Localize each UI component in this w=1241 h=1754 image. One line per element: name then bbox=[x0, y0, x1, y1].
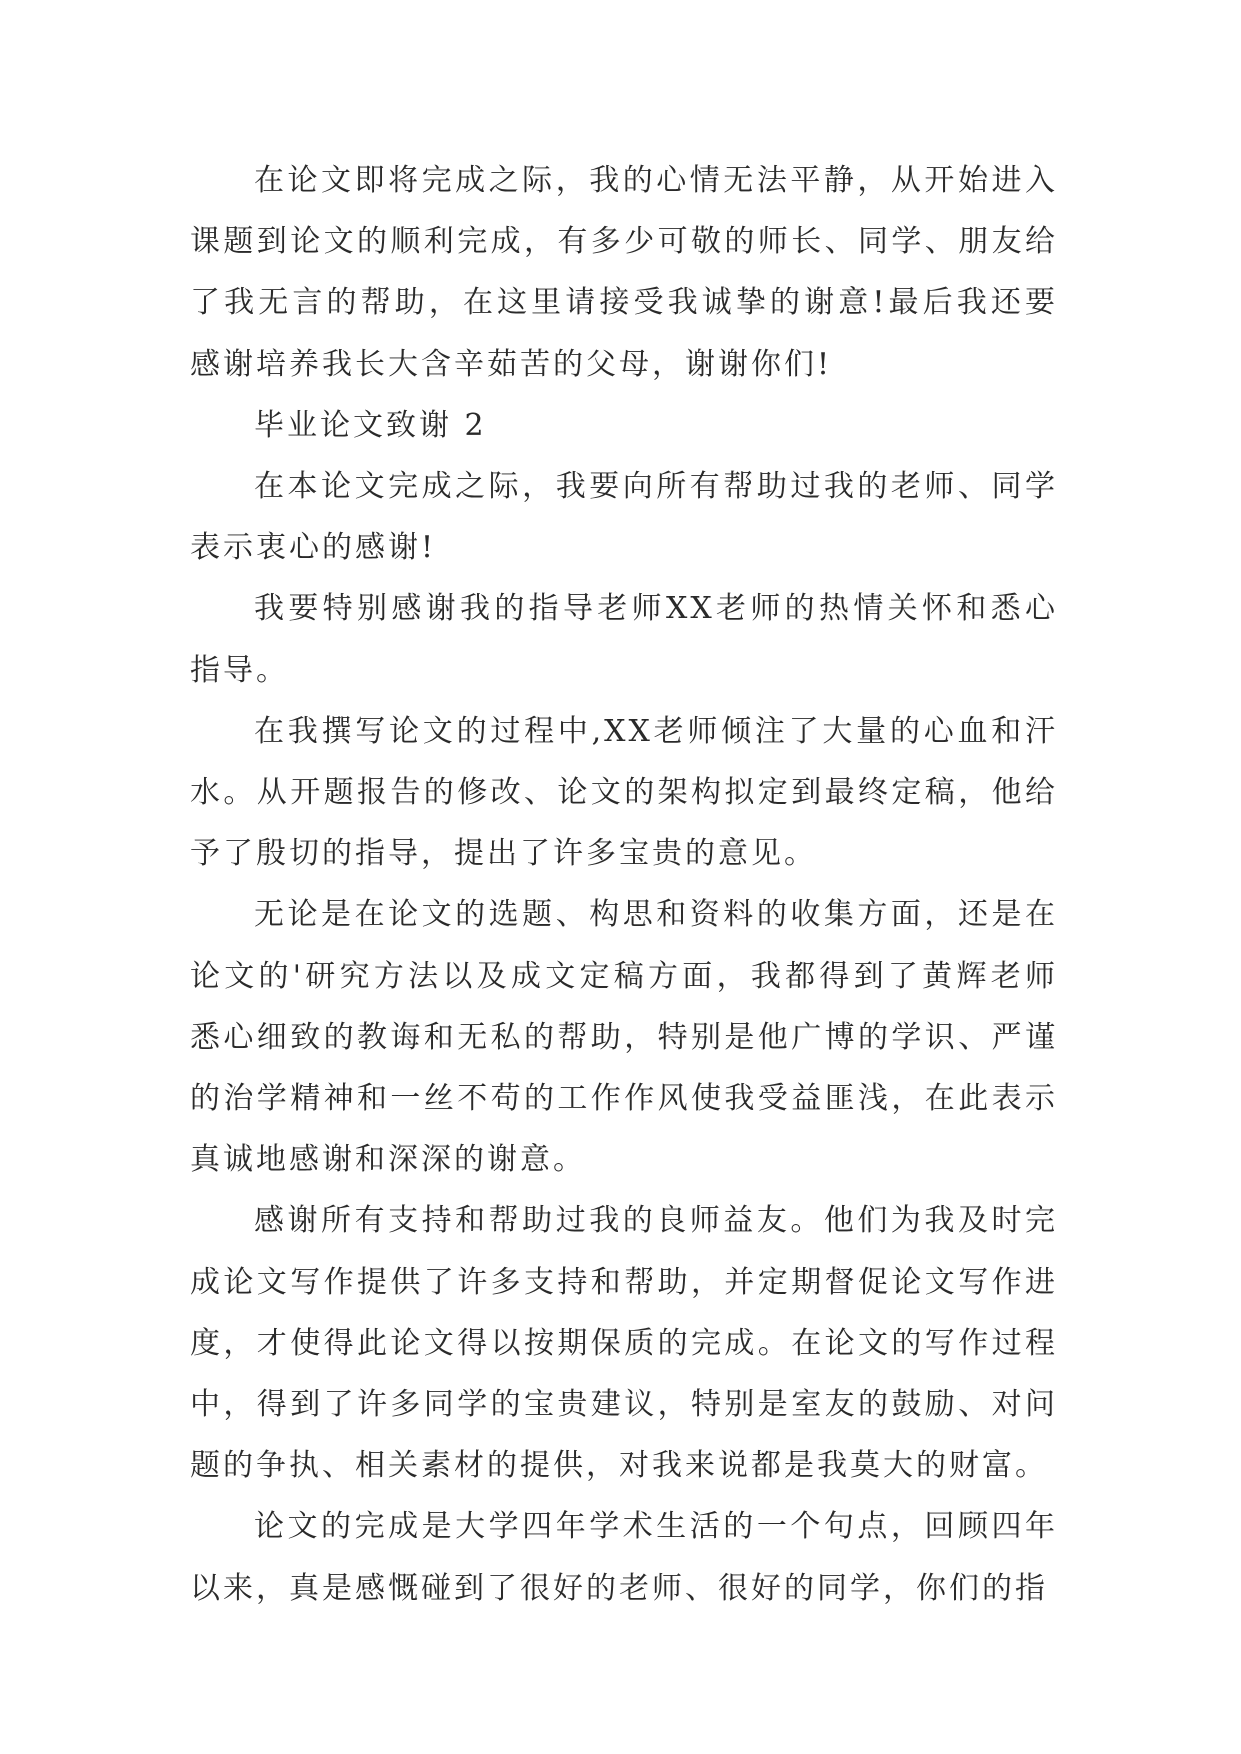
paragraph-writing-process: 在我撰写论文的过程中,XX老师倾注了大量的心血和汗水。从开题报告的修改、论文的架构拟定到最终定稿，他给予了殷切的指导，提出了许多宝贵的意见。 bbox=[190, 713, 1058, 872]
paragraph-reflection: 论文的完成是大学四年学术生活的一个句点，回顾四年以来，真是感慨碰到了很好的老师、很好的同学，你们的指 bbox=[190, 1509, 1058, 1606]
document-page bbox=[190, 150, 1058, 1619]
paragraph-guidance: 无论是在论文的选题、构思和资料的收集方面，还是在论文的'研究方法以及成文定稿方面，我都得到了黄辉老师悉心细致的教诲和无私的帮助，特别是他广博的学识、严谨的治学精神和一丝不苟的工作作风使我受益匪浅，在此表示真诚地感谢和深深的谢意。 bbox=[190, 897, 1058, 1178]
paragraph-closing-thanks: 在论文即将完成之际，我的心情无法平静，从开始进入课题到论文的顺利完成，有多少可敬的师长、同学、朋友给了我无言的帮助，在这里请接受我诚挚的谢意!最后我还要感谢培养我长大含辛茹苦的父母，谢谢你们! bbox=[190, 163, 1058, 382]
paragraph-intro: 在本论文完成之际，我要向所有帮助过我的老师、同学表示衷心的感谢! bbox=[190, 469, 1058, 566]
paragraph-advisor: 我要特别感谢我的指导老师XX老师的热情关怀和悉心指导。 bbox=[190, 591, 1058, 688]
paragraph-friends: 感谢所有支持和帮助过我的良师益友。他们为我及时完成论文写作提供了许多支持和帮助，并定期督促论文写作进度，才使得此论文得以按期保质的完成。在论文的写作过程中，得到了许多同学的宝贵建议，特别是室友的鼓励、对问题的争执、相关素材的提供，对我来说都是我莫大的财富。 bbox=[190, 1203, 1058, 1484]
section-heading: 毕业论文致谢 2 bbox=[254, 407, 487, 443]
